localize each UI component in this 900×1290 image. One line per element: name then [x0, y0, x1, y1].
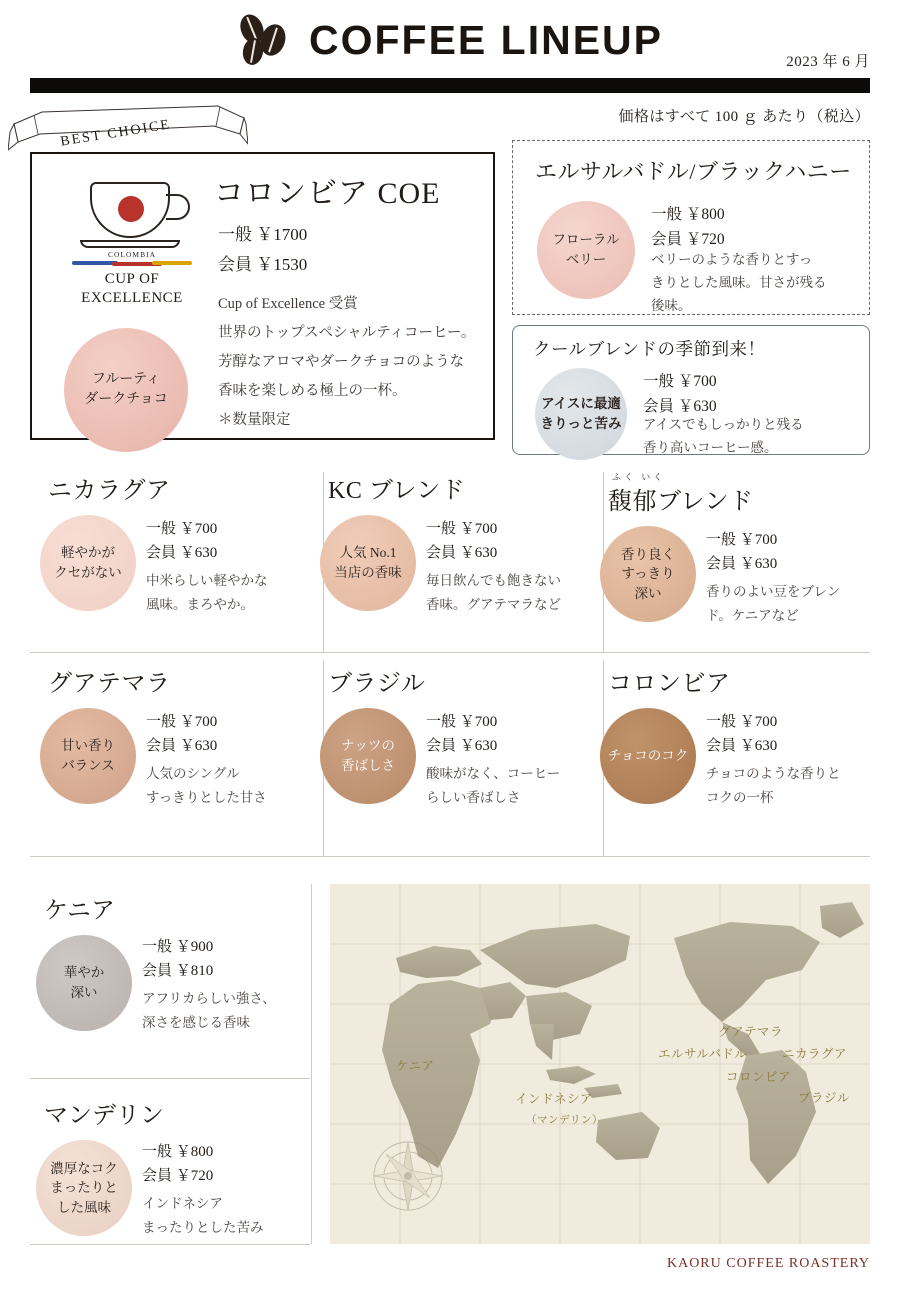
description	[426, 762, 560, 811]
title-row	[0, 0, 900, 68]
desc-line-1: 中米らしい軽やかな	[146, 573, 268, 588]
description	[426, 569, 561, 618]
desc-line-1: 香りのよい豆をブレン	[706, 584, 841, 599]
desc-line-2: 深さを感じる香味	[142, 1015, 250, 1031]
desc-line-2: 芳醇なアロマやダークチョコのような	[218, 354, 465, 370]
award-text: Cup of Excellence 受賞	[218, 296, 358, 312]
price-member: 会員 ￥810	[142, 963, 214, 979]
product-name: 馥郁ブレンド	[608, 489, 754, 515]
desc-line-2: コクの一杯	[706, 789, 774, 805]
flavor-circle	[600, 708, 696, 804]
logo-line-2: EXCELLENCE	[81, 289, 183, 306]
prices	[142, 1140, 264, 1188]
coffee-beans-icon	[237, 12, 303, 68]
desc-line-3: 香味を楽しめる極上の一杯。	[218, 383, 407, 399]
price-general: 一般 ￥700	[426, 521, 498, 537]
map-label-nicaragua: ニカラグア	[782, 1047, 848, 1061]
product-card-fukuiku-blend[interactable]	[590, 464, 870, 639]
left-divider-2	[30, 1244, 310, 1245]
map-label-indonesia: インドネシア	[515, 1092, 593, 1106]
medal-icon	[118, 196, 144, 222]
flavor-line-2: ベリー	[565, 252, 607, 267]
logo-country: COLOMBIA	[107, 250, 156, 259]
grid-row-1	[30, 464, 870, 639]
flavor-line-2: バランス	[61, 757, 115, 773]
cup-of-excellence-logo	[64, 176, 200, 318]
product-card-kc-blend[interactable]	[310, 464, 590, 639]
flavor-line-2: 当店の香味	[334, 565, 402, 580]
map-label-kenya: ケニア	[396, 1059, 435, 1073]
desc-line-2: 香味。グアテマラなど	[426, 597, 561, 613]
page-header	[0, 0, 900, 92]
world-map	[330, 884, 870, 1244]
product-card-el-salvador[interactable]	[512, 140, 870, 315]
prices	[146, 517, 268, 565]
featured-description	[218, 290, 480, 435]
flavor-line-2: きりっと苦み	[540, 416, 622, 431]
price-general: 一般 ￥700	[146, 713, 218, 730]
price-member: 会員 ￥630	[426, 545, 498, 561]
price-general: 一般 ￥800	[142, 1144, 214, 1160]
prices	[706, 528, 840, 576]
product-name-ruby: ふく いく	[612, 472, 666, 482]
logo-line-1: CUP OF	[104, 271, 160, 287]
left-divider-v	[311, 884, 312, 1244]
desc-line-1: 毎日飲んでも飽きない	[426, 573, 561, 588]
product-card-colombia[interactable]	[590, 657, 870, 821]
price-member: 会員 ￥630	[146, 545, 218, 561]
prices	[146, 710, 267, 758]
product-card-cool-blend[interactable]	[512, 325, 870, 455]
price-note: 価格はすべて 100 ｇ あたり（税込）	[618, 109, 870, 125]
price-member: 会員 ￥630	[146, 737, 218, 754]
product-card-mandheling[interactable]	[30, 1095, 310, 1241]
issue-date: 2023 年 6 月	[786, 54, 870, 70]
prices	[426, 710, 560, 758]
product-card-nicaragua[interactable]	[30, 464, 310, 639]
limited-note: ＊数量限定	[218, 412, 291, 428]
cup-handle-icon	[166, 194, 190, 220]
desc-line-1: 酸味がなく、コーヒー	[426, 765, 561, 781]
price-general: 一般 ￥700	[643, 373, 717, 390]
product-name: ニカラグア	[48, 478, 171, 504]
description	[146, 569, 268, 618]
product-name: エルサルバドル/ブラックハニー	[535, 159, 852, 184]
flavor-line-1: 濃厚なコク	[50, 1160, 118, 1176]
flavor-line-1: アイスに最適	[541, 396, 621, 412]
desc-line-2: 香り高いコーヒー感。	[643, 439, 778, 455]
desc-line-1: チョコのような香りと	[706, 765, 841, 781]
flavor-line-1: 甘い香り	[61, 738, 115, 754]
price-member: 会員 ￥720	[142, 1168, 214, 1184]
desc-line-2: すっきりとした甘さ	[146, 789, 267, 805]
product-card-kenya[interactable]	[30, 890, 310, 1036]
flavor-line-1: フローラル	[552, 232, 620, 248]
map-label-colombia: コロンビア	[726, 1070, 792, 1084]
flavor-circle	[36, 1140, 132, 1236]
price-general: 一般 ￥700	[426, 713, 498, 730]
flavor-line-2: すっきり	[621, 566, 675, 582]
desc-line-1: 世界のトップスペシャルティコーヒー。	[218, 325, 476, 341]
featured-product-name: コロンビア COE	[214, 177, 441, 210]
flavor-line-2: ダークチョコ	[84, 392, 168, 407]
description	[706, 580, 840, 629]
desc-line-1: アイスでもしっかりと残る	[643, 417, 804, 432]
description	[142, 1192, 264, 1241]
flavor-circle	[320, 708, 416, 804]
flavor-line-1: チョコのコク	[607, 747, 689, 763]
product-name: ケニア	[44, 898, 116, 924]
flag-stripes-icon	[72, 260, 192, 267]
price-general: 一般 ￥700	[146, 521, 218, 537]
footer-brand: KAORU COFFEE ROASTERY	[666, 1256, 870, 1271]
prices	[651, 203, 725, 253]
flavor-line-2: 深い	[70, 985, 98, 1000]
map-label-mandheling: （マンデリン）	[526, 1115, 603, 1126]
product-name: KC ブレンド	[328, 478, 466, 504]
desc-line-1: アフリカらしい強さ、	[142, 991, 276, 1006]
flavor-circle	[320, 515, 416, 611]
grid-row-2	[30, 657, 870, 821]
prices	[142, 935, 276, 983]
flavor-circle	[600, 526, 696, 622]
flavor-line-2: まったりと	[50, 1180, 118, 1196]
logo-text	[64, 270, 200, 308]
price-member: 会員 ￥630	[426, 737, 498, 754]
compass-rose-icon	[374, 1142, 442, 1210]
grid-divider-h2	[30, 856, 870, 857]
flavor-line-1: ナッツの	[341, 738, 395, 754]
price-member: 会員 ￥630	[706, 737, 778, 754]
price-member: 会員 ￥630	[706, 556, 778, 572]
product-card-guatemala[interactable]	[30, 657, 310, 821]
description	[146, 762, 267, 811]
flavor-circle	[40, 515, 136, 611]
desc-line-2: らしい香ばしさ	[426, 789, 521, 805]
flavor-line-3: した風味	[57, 1199, 111, 1215]
desc-line-2: 風味。まろやか。	[146, 597, 254, 613]
flavor-line-1: 香り良く	[621, 546, 675, 562]
product-grid	[30, 464, 870, 820]
product-name: コロンビア	[608, 670, 731, 697]
desc-line-2: まったりとした苦み	[142, 1220, 264, 1236]
product-name: ブラジル	[328, 670, 426, 697]
map-label-el-salvador: エルサルバドル	[658, 1047, 748, 1061]
flavor-line-1: 人気 No.1	[339, 545, 397, 561]
flavor-circle	[40, 708, 136, 804]
header-rule	[30, 78, 870, 93]
featured-prices	[218, 220, 307, 280]
flavor-line-2: 香ばしさ	[341, 757, 395, 773]
map-label-brazil: ブラジル	[798, 1091, 850, 1105]
price-general: 一般 ￥700	[706, 532, 778, 548]
price-member: 会員 ￥1530	[218, 254, 308, 274]
desc-line-3: 後味。	[651, 297, 692, 313]
product-card-brazil[interactable]	[310, 657, 590, 821]
flavor-line-2: クセがない	[54, 565, 122, 580]
price-general: 一般 ￥700	[706, 713, 778, 730]
price-member: 会員 ￥630	[643, 397, 717, 415]
desc-line-2: きりとした風味。甘さが残る	[651, 274, 827, 290]
price-general: 一般 ￥900	[142, 939, 214, 955]
promo-title: クールブレンドの季節到来！	[533, 339, 766, 359]
description	[706, 762, 841, 811]
price-general: 一般 ￥800	[651, 206, 725, 223]
price-general: 一般 ￥1700	[218, 225, 308, 244]
desc-line-1: 人気のシングル	[146, 765, 240, 781]
prices	[706, 710, 841, 758]
flavor-line-1: 華やか	[63, 965, 105, 981]
flavor-circle	[36, 935, 132, 1031]
featured-flavor-circle	[64, 328, 188, 452]
grid-divider-h1	[30, 652, 870, 653]
page-title: COFFEE LINEUP	[308, 16, 664, 63]
flavor-circle	[537, 201, 635, 299]
saucer-icon	[80, 240, 180, 248]
flavor-line-1: 軽やかが	[61, 545, 115, 561]
description	[142, 987, 276, 1036]
prices	[426, 517, 561, 565]
flavor-line-1: フルーティ	[91, 371, 161, 387]
description	[651, 249, 856, 318]
description	[643, 414, 858, 460]
product-name: マンデリン	[44, 1103, 164, 1129]
featured-product-card[interactable]	[30, 152, 495, 440]
desc-line-2: ド。ケニアなど	[706, 608, 799, 624]
product-name: グアテマラ	[48, 670, 171, 697]
flavor-circle	[535, 368, 627, 460]
price-member: 会員 ￥720	[651, 230, 725, 248]
desc-line-1: ベリーのような香りとすっ	[651, 252, 813, 267]
desc-line-1: インドネシア	[142, 1196, 223, 1211]
left-divider-1	[30, 1078, 310, 1079]
flavor-line-3: 深い	[634, 585, 662, 601]
prices	[643, 370, 717, 420]
ribbon-label: BEST CHOICE	[59, 117, 173, 150]
map-label-guatemala: グアテマラ	[718, 1025, 784, 1039]
